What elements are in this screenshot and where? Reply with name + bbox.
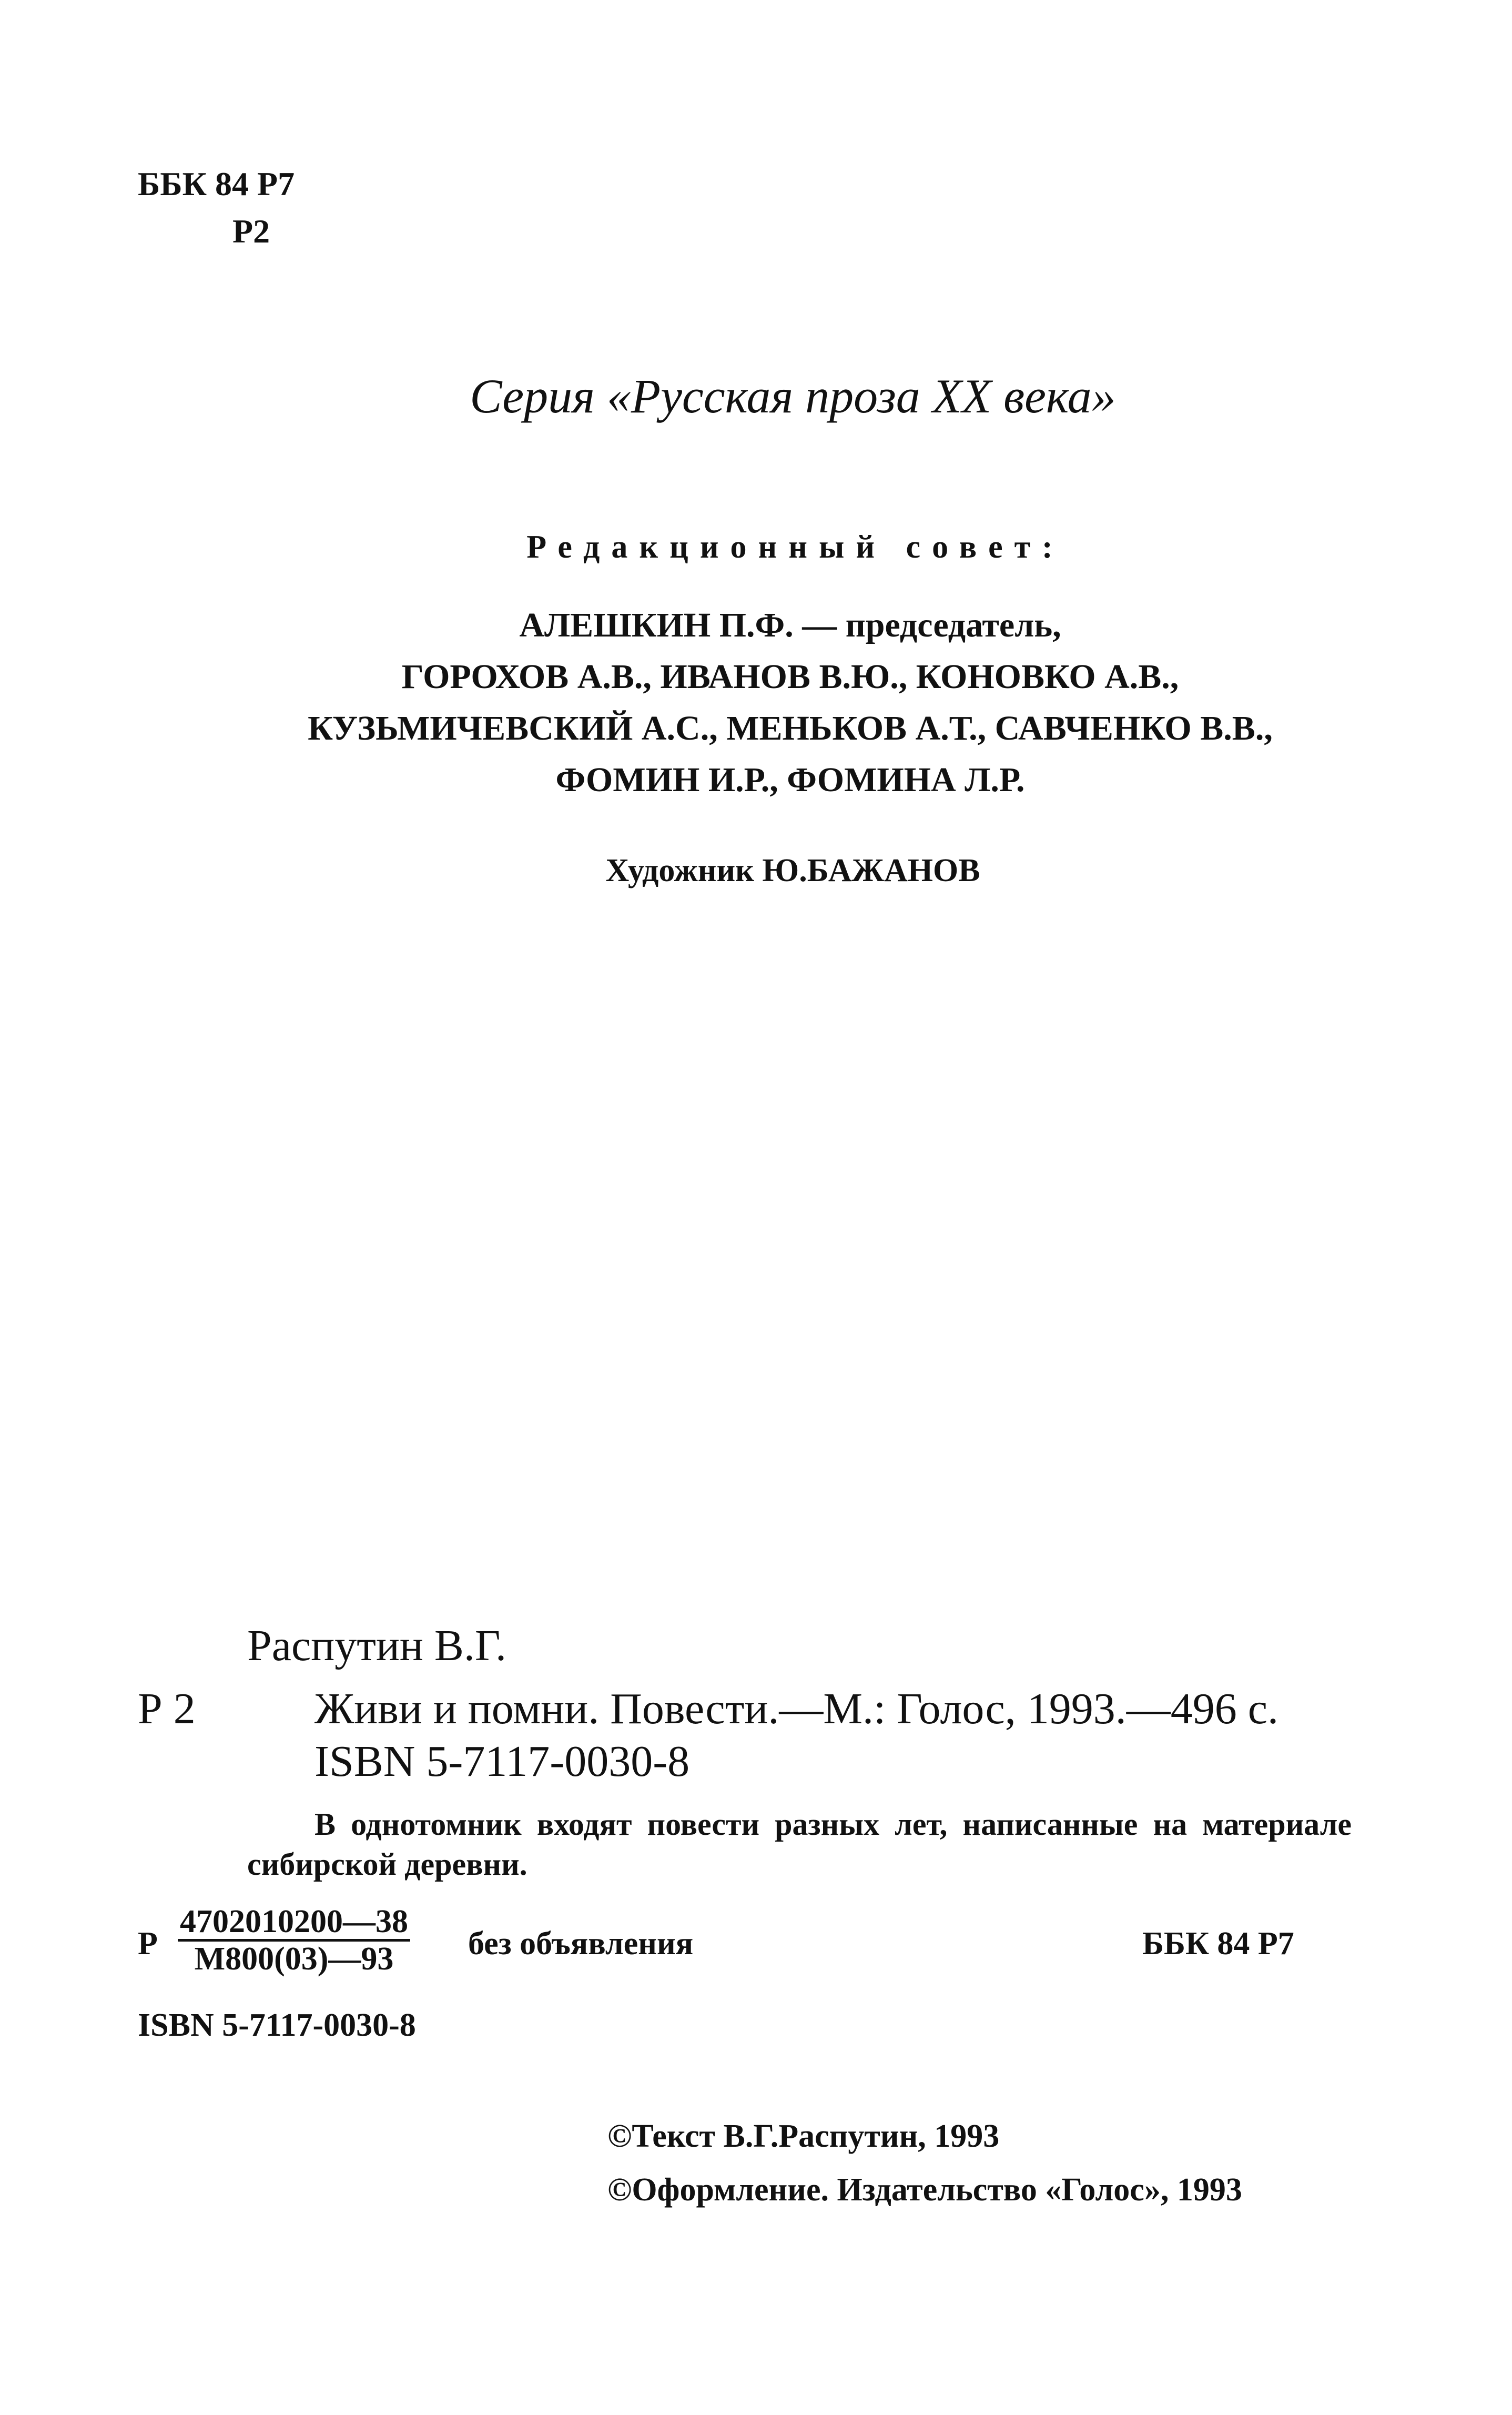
copyright-design: ©Оформление. Издательство «Голос», 1993 (607, 2172, 1242, 2208)
no-ads-note: без объявления (468, 1926, 694, 1962)
code-numerator: 4702010200—38 (178, 1904, 410, 1942)
copyright-block (607, 2109, 1242, 2217)
board-member-line: ФОМИН И.Р., ФОМИНА Л.Р. (555, 761, 1025, 799)
copyright-text: ©Текст В.Г.Распутин, 1993 (607, 2118, 1000, 2154)
catalog-title-line: Живи и помни. Повести.—М.: Голос, 1993.—496 с. (314, 1684, 1279, 1733)
publication-code-fraction (178, 1904, 410, 1976)
bbk-code-bottom: ББК 84 Р7 (1142, 1926, 1294, 1962)
board-member-line: КУЗЬМИЧЕВСКИЙ А.С., МЕНЬКОВ А.Т., САВЧЕНКО В.В., (308, 709, 1273, 747)
series-title: Серия «Русская проза XX века» (470, 369, 1116, 423)
board-member-line: АЛЕШКИН П.Ф. — председатель, (519, 606, 1061, 644)
price-letter: Р (138, 1926, 158, 1962)
catalog-author: Распутин В.Г. (247, 1621, 506, 1670)
author-mark: Р2 (232, 213, 270, 250)
board-member-line: ГОРОХОВ А.В., ИВАНОВ В.Ю., КОНОВКО А.В., (401, 658, 1179, 696)
code-denominator: М800(03)—93 (194, 1941, 394, 1977)
catalog-index: Р 2 (138, 1684, 196, 1733)
isbn-bottom: ISBN 5-7117-0030-8 (138, 2007, 416, 2043)
annotation-text: В однотомник входят повести разных лет, написанные на материале сибирской деревни. (247, 1807, 1352, 1882)
annotation (247, 1804, 1352, 1884)
catalog-isbn: ISBN 5-7117-0030-8 (314, 1737, 690, 1786)
bbk-code-line: ББК 84 Р7 (138, 165, 295, 203)
editorial-board-members (0, 600, 1512, 806)
editorial-board-heading: Редакционный совет: (526, 529, 1064, 565)
artist-credit: Художник Ю.БАЖАНОВ (605, 853, 980, 888)
bbk-code-top (138, 160, 295, 255)
